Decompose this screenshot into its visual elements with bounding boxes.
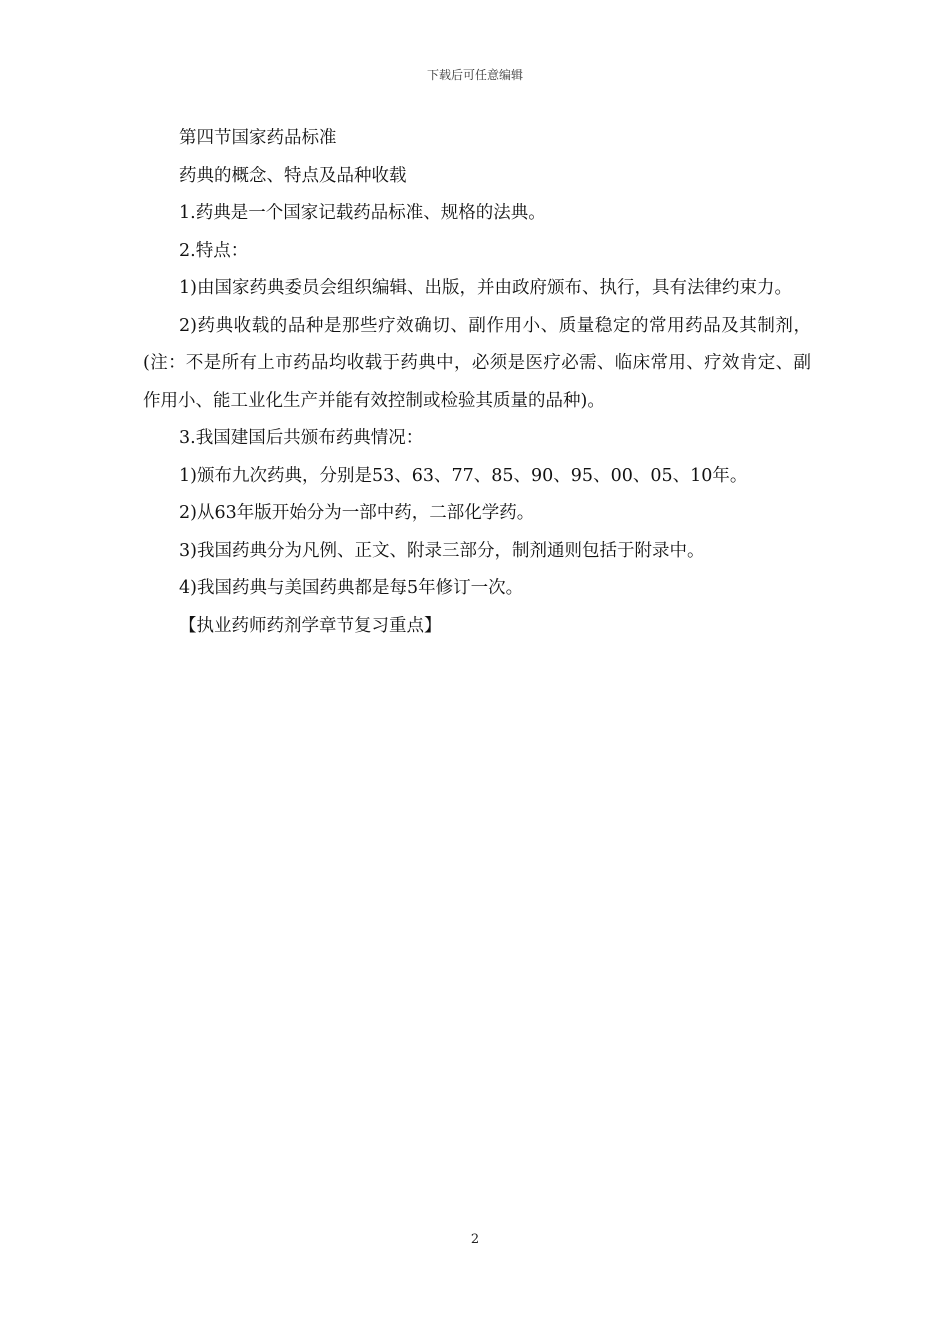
paragraph-definition: 1.药典是一个国家记载药品标准、规格的法典。 — [179, 203, 546, 223]
paragraph-history-heading: 3.我国建国后共颁布药典情况： — [179, 428, 424, 448]
paragraph-review-title: 【执业药师药剂学章节复习重点】 — [179, 615, 442, 636]
paragraph-history-3: 3)我国药典分为凡例、正文、附录三部分，制剂通则包括于附录中。 — [179, 540, 705, 561]
section-title: 第四节国家药品标准 — [179, 128, 337, 148]
document-body — [143, 120, 811, 645]
paragraph-feature-2: 2)药典收载的品种是那些疗效确切、副作用小、质量稳定的常用药品及其制剂，(注：不是所有上市药品均收载于药典中，必须是医疗必需、临床常用、疗效肯定、副作用小、能工业化生产并能有效控制或检验其质量的品种)。 — [143, 315, 811, 411]
paragraph-features-heading: 2.特点： — [179, 240, 249, 261]
page-header: 下载后可任意编辑 — [426, 68, 523, 82]
paragraph-history-1: 1)颁布九次药典，分别是53、63、77、85、90、95、00、05、10年。 — [179, 465, 748, 486]
page-number: 2 — [470, 1232, 480, 1247]
subsection-title: 药典的概念、特点及品种收载 — [179, 165, 407, 186]
paragraph-feature-1: 1)由国家药典委员会组织编辑、出版，并由政府颁布、执行，具有法律约束力。 — [179, 278, 792, 298]
paragraph-history-2: 2)从63年版开始分为一部中药，二部化学药。 — [179, 503, 535, 523]
paragraph-history-4: 4)我国药典与美国药典都是每5年修订一次。 — [179, 578, 524, 598]
